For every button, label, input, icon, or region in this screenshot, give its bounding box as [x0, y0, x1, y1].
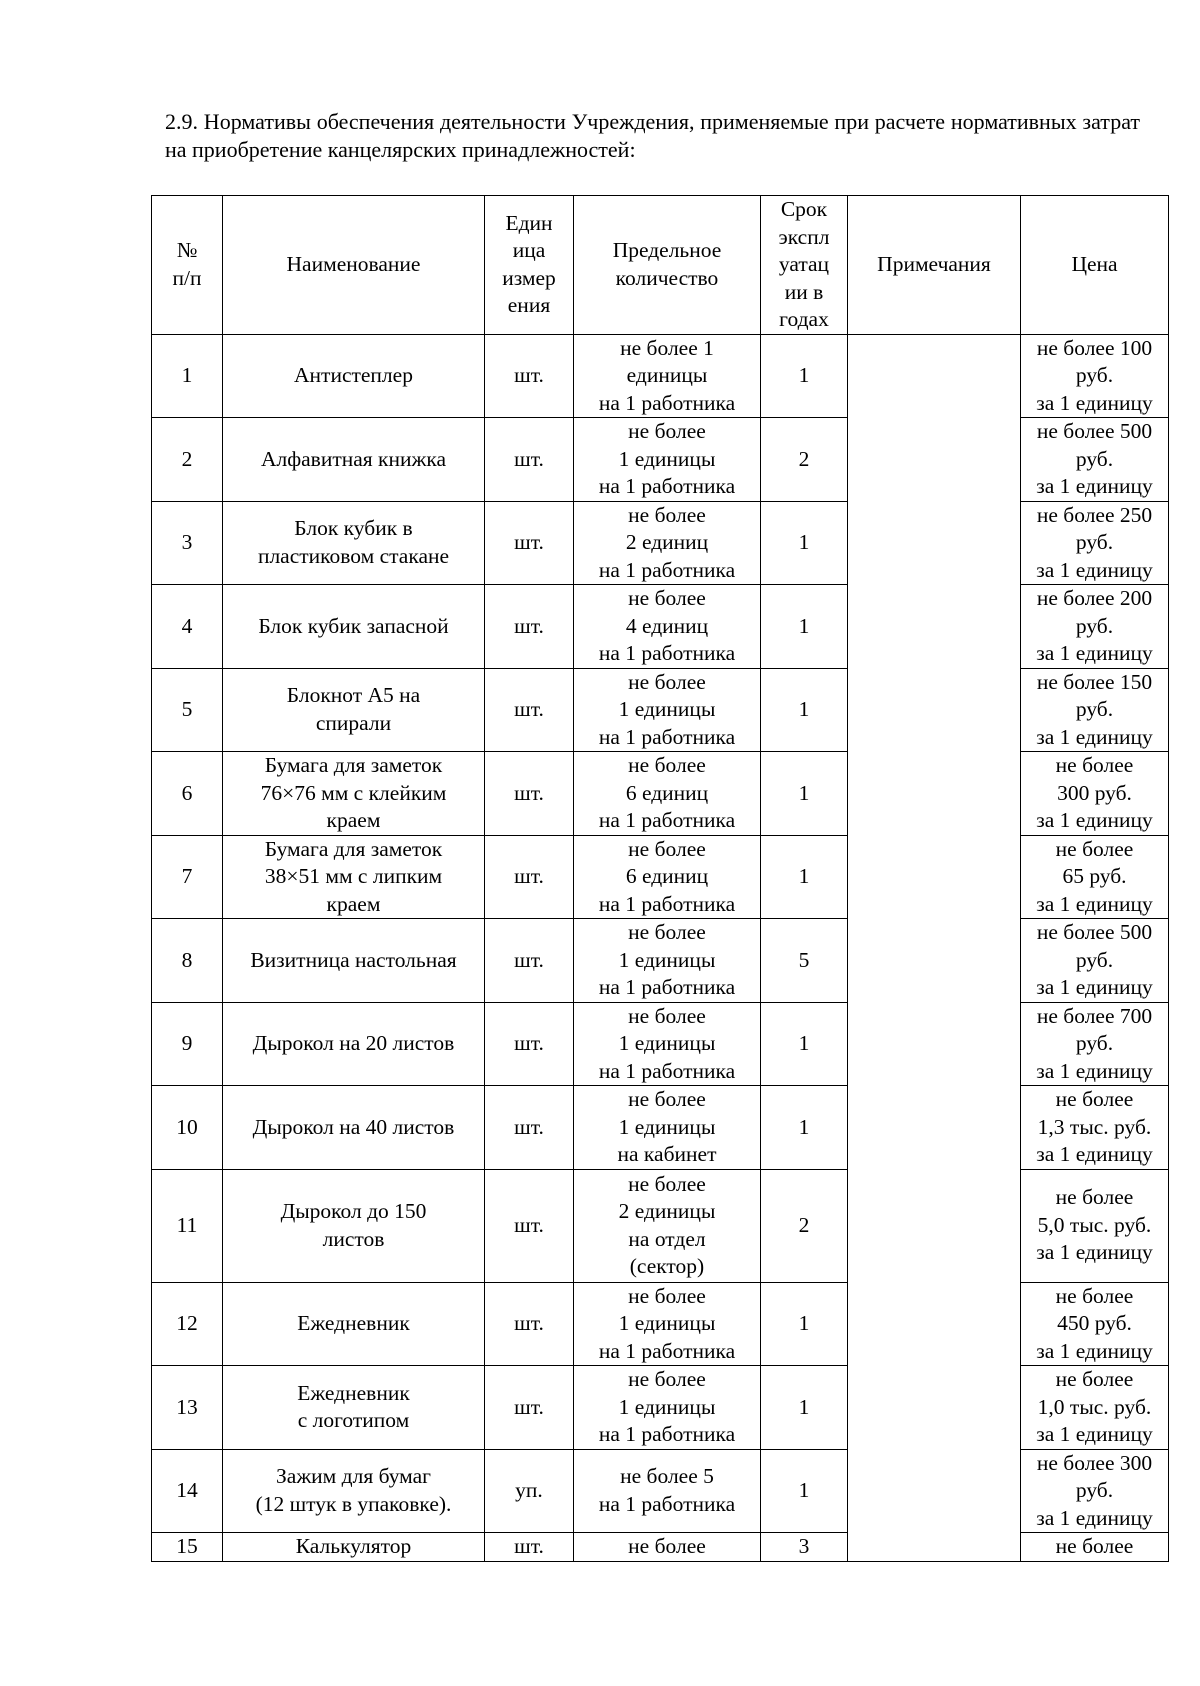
cell-name: Дырокол на 40 листов — [223, 1086, 485, 1170]
cell-num: 13 — [152, 1366, 223, 1450]
cell-term: 1 — [761, 1002, 848, 1086]
header-limit: Предельное количество — [574, 196, 761, 335]
cell-unit: шт. — [485, 1366, 574, 1450]
cell-term: 2 — [761, 1169, 848, 1282]
cell-notes — [848, 1449, 1021, 1533]
cell-num: 2 — [152, 418, 223, 502]
cell-price: не более 450 руб. за 1 единицу — [1021, 1282, 1169, 1366]
cell-notes — [848, 1366, 1021, 1450]
cell-num: 8 — [152, 919, 223, 1003]
cell-unit: шт. — [485, 501, 574, 585]
table-row — [152, 1086, 1169, 1170]
cell-term: 1 — [761, 668, 848, 752]
table-row — [152, 418, 1169, 502]
cell-price: не более 700 руб. за 1 единицу — [1021, 1002, 1169, 1086]
header-num: № п/п — [152, 196, 223, 335]
cell-unit: шт. — [485, 1282, 574, 1366]
cell-num: 7 — [152, 835, 223, 919]
cell-num: 12 — [152, 1282, 223, 1366]
cell-notes — [848, 1086, 1021, 1170]
cell-name: Ежедневник — [223, 1282, 485, 1366]
cell-price: не более 100 руб. за 1 единицу — [1021, 334, 1169, 418]
cell-limit: не более 1 единицы на 1 работника — [574, 668, 761, 752]
cell-price: не более 1,3 тыс. руб. за 1 единицу — [1021, 1086, 1169, 1170]
cell-num: 15 — [152, 1533, 223, 1562]
section-heading: 2.9. Нормативы обеспечения деятельности Учреждения, применяемые при расчете нормативных затрат на приобретение канцелярских принадлежностей: — [165, 109, 1140, 162]
cell-name: Дырокол до 150 листов — [223, 1169, 485, 1282]
cell-unit: шт. — [485, 585, 574, 669]
cell-term: 1 — [761, 585, 848, 669]
table-row — [152, 585, 1169, 669]
header-unit: Един ица измер ения — [485, 196, 574, 335]
cell-price: не более — [1021, 1533, 1169, 1562]
cell-price: не более 65 руб. за 1 единицу — [1021, 835, 1169, 919]
cell-name: Алфавитная книжка — [223, 418, 485, 502]
cell-term: 1 — [761, 1449, 848, 1533]
cell-term: 1 — [761, 835, 848, 919]
cell-name: Блокнот А5 на спирали — [223, 668, 485, 752]
table-row — [152, 501, 1169, 585]
cell-limit: не более 1 единицы на 1 работника — [574, 1282, 761, 1366]
cell-unit: шт. — [485, 1086, 574, 1170]
cell-name: Бумага для заметок 76×76 мм с клейким краем — [223, 752, 485, 836]
cell-num: 4 — [152, 585, 223, 669]
cell-term: 1 — [761, 501, 848, 585]
cell-unit: шт. — [485, 752, 574, 836]
cell-limit: не более 1 единицы на кабинет — [574, 1086, 761, 1170]
cell-name: Визитница настольная — [223, 919, 485, 1003]
cell-limit: не более 1 единицы на 1 работника — [574, 919, 761, 1003]
cell-notes — [848, 585, 1021, 669]
cell-notes — [848, 1282, 1021, 1366]
cell-num: 3 — [152, 501, 223, 585]
cell-price: не более 1,0 тыс. руб. за 1 единицу — [1021, 1366, 1169, 1450]
cell-price: не более 150 руб. за 1 единицу — [1021, 668, 1169, 752]
header-price: Цена — [1021, 196, 1169, 335]
table-row — [152, 752, 1169, 836]
cell-term: 1 — [761, 1366, 848, 1450]
table-body — [152, 334, 1169, 1561]
cell-name: Блок кубик в пластиковом стакане — [223, 501, 485, 585]
cell-unit: шт. — [485, 1169, 574, 1282]
header-term: Срок экспл уатац ии в годах — [761, 196, 848, 335]
cell-limit: не более 1 единицы на 1 работника — [574, 334, 761, 418]
cell-num: 10 — [152, 1086, 223, 1170]
cell-term: 5 — [761, 919, 848, 1003]
cell-limit: не более 5 на 1 работника — [574, 1449, 761, 1533]
table-row — [152, 334, 1169, 418]
cell-name: Калькулятор — [223, 1533, 485, 1562]
cell-notes — [848, 1169, 1021, 1282]
cell-unit: уп. — [485, 1449, 574, 1533]
cell-notes — [848, 1002, 1021, 1086]
cell-notes — [848, 334, 1021, 418]
cell-unit: шт. — [485, 418, 574, 502]
cell-price: не более 500 руб. за 1 единицу — [1021, 919, 1169, 1003]
cell-name: Блок кубик запасной — [223, 585, 485, 669]
cell-price: не более 200 руб. за 1 единицу — [1021, 585, 1169, 669]
cell-name: Бумага для заметок 38×51 мм с липким краем — [223, 835, 485, 919]
cell-name: Зажим для бумаг (12 штук в упаковке). — [223, 1449, 485, 1533]
cell-num: 11 — [152, 1169, 223, 1282]
cell-limit: не более 2 единиц на 1 работника — [574, 501, 761, 585]
cell-term: 1 — [761, 334, 848, 418]
cell-price: не более 300 руб. за 1 единицу — [1021, 752, 1169, 836]
cell-unit: шт. — [485, 1533, 574, 1562]
table-header-row — [152, 196, 1169, 335]
cell-limit: не более 2 единицы на отдел (сектор) — [574, 1169, 761, 1282]
cell-term: 1 — [761, 1282, 848, 1366]
cell-price: не более 500 руб. за 1 единицу — [1021, 418, 1169, 502]
cell-notes — [848, 919, 1021, 1003]
cell-limit: не более 4 единиц на 1 работника — [574, 585, 761, 669]
cell-term: 1 — [761, 1086, 848, 1170]
cell-term: 2 — [761, 418, 848, 502]
cell-price: не более 250 руб. за 1 единицу — [1021, 501, 1169, 585]
table-row — [152, 1282, 1169, 1366]
cell-notes — [848, 418, 1021, 502]
cell-price: не более 300 руб. за 1 единицу — [1021, 1449, 1169, 1533]
cell-limit: не более — [574, 1533, 761, 1562]
table-row — [152, 919, 1169, 1003]
table-row — [152, 1449, 1169, 1533]
header-name: Наименование — [223, 196, 485, 335]
table-row — [152, 1169, 1169, 1282]
cell-notes — [848, 668, 1021, 752]
table-row — [152, 835, 1169, 919]
cell-price: не более 5,0 тыс. руб. за 1 единицу — [1021, 1169, 1169, 1282]
cell-term: 1 — [761, 752, 848, 836]
cell-num: 6 — [152, 752, 223, 836]
cell-unit: шт. — [485, 919, 574, 1003]
cell-notes — [848, 501, 1021, 585]
cell-name: Ежедневник с логотипом — [223, 1366, 485, 1450]
cell-unit: шт. — [485, 1002, 574, 1086]
cell-name: Дырокол на 20 листов — [223, 1002, 485, 1086]
cell-limit: не более 1 единицы на 1 работника — [574, 1002, 761, 1086]
cell-unit: шт. — [485, 334, 574, 418]
cell-notes — [848, 1533, 1021, 1562]
table-row — [152, 1533, 1169, 1562]
cell-unit: шт. — [485, 668, 574, 752]
norms-table — [151, 195, 1169, 1562]
cell-num: 1 — [152, 334, 223, 418]
cell-unit: шт. — [485, 835, 574, 919]
cell-num: 9 — [152, 1002, 223, 1086]
cell-name: Антистеплер — [223, 334, 485, 418]
cell-notes — [848, 752, 1021, 836]
cell-limit: не более 6 единиц на 1 работника — [574, 835, 761, 919]
cell-notes — [848, 835, 1021, 919]
table-row — [152, 1366, 1169, 1450]
cell-num: 5 — [152, 668, 223, 752]
cell-limit: не более 1 единицы на 1 работника — [574, 1366, 761, 1450]
table-row — [152, 1002, 1169, 1086]
cell-limit: не более 1 единицы на 1 работника — [574, 418, 761, 502]
table-row — [152, 668, 1169, 752]
cell-limit: не более 6 единиц на 1 работника — [574, 752, 761, 836]
cell-num: 14 — [152, 1449, 223, 1533]
cell-term: 3 — [761, 1533, 848, 1562]
header-notes: Примечания — [848, 196, 1021, 335]
